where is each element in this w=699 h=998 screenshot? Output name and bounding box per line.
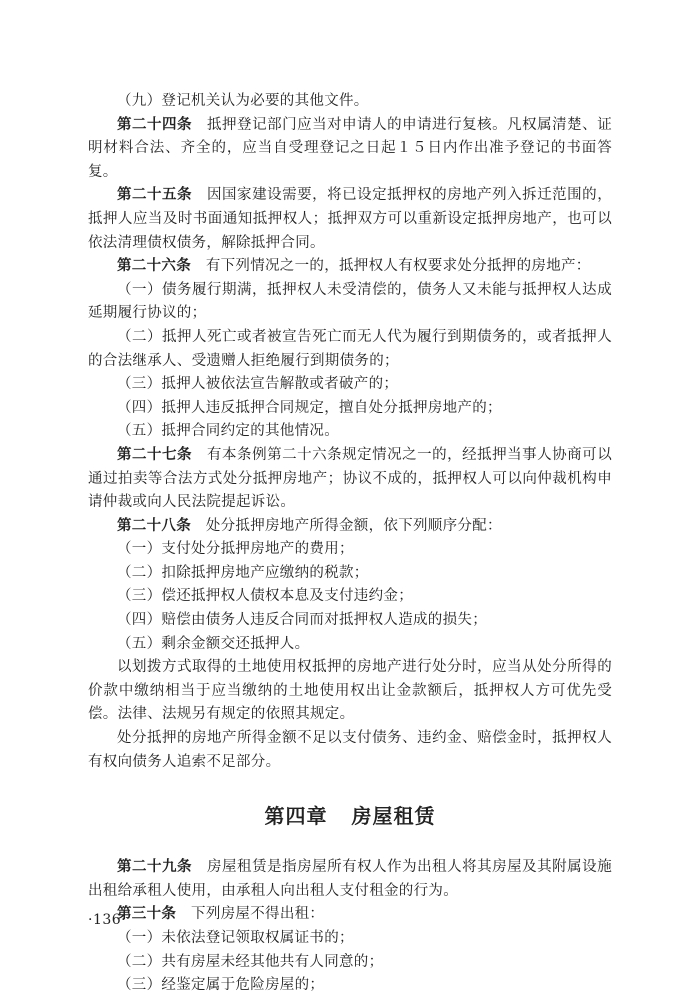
paragraph-text: 有下列情况之一的，抵押权人有权要求处分抵押的房地产： bbox=[205, 258, 591, 275]
paragraph-text: 以划拨方式取得的土地使用权抵押的房地产进行处分时，应当从处分所得的价款中缴纳相当于应当缴纳的土地使用权出让金款额后，抵押权人方可优先受偿。法律、法规另有规定的依照其规定。 bbox=[88, 659, 612, 723]
paragraph bbox=[88, 255, 612, 279]
chapter-heading bbox=[88, 802, 612, 830]
section-mortgage-articles bbox=[88, 90, 612, 774]
article-number: 第二十九条 bbox=[117, 859, 193, 876]
section-lease-articles bbox=[88, 856, 612, 998]
paragraph-text: （三）经鉴定属于危险房屋的； bbox=[117, 977, 325, 994]
paragraph-text: （四）赔偿由债务人违反合同而对抵押权人造成的损失； bbox=[117, 612, 487, 629]
chapter-number: 第四章 bbox=[264, 804, 328, 829]
paragraph bbox=[88, 903, 612, 927]
paragraph bbox=[88, 90, 612, 114]
paragraph bbox=[88, 279, 612, 326]
paragraph bbox=[88, 585, 612, 609]
paragraph-text: （一）未依法登记领取权属证书的； bbox=[117, 930, 354, 946]
article-number: 第二十八条 bbox=[117, 517, 191, 534]
paragraph-text: （四）抵押人违反抵押合同规定，擅自处分抵押房地产的； bbox=[117, 399, 502, 416]
paragraph bbox=[88, 609, 612, 633]
paragraph bbox=[88, 562, 612, 586]
paragraph-text: 处分抵押的房地产所得金额不足以支付债务、违约金、赔偿金时，抵押权人有权向债务人追索不足部分。 bbox=[88, 730, 612, 770]
paragraph bbox=[88, 397, 612, 421]
paragraph-text: 有本条例第二十六条规定情况之一的，经抵押当事人协商可以通过拍卖等合法方式处分抵押房地产；协议不成的，抵押权人可以向仲裁机构申请仲裁或向人民法院提起诉讼。 bbox=[88, 446, 612, 511]
paragraph bbox=[88, 656, 612, 727]
paragraph-text: 下列房屋不得出租： bbox=[191, 906, 325, 923]
paragraph bbox=[88, 114, 612, 185]
page-body bbox=[88, 90, 612, 998]
paragraph-text: （五）剩余金额交还抵押人。 bbox=[117, 635, 310, 652]
paragraph-text: （五）抵押合同约定的其他情况。 bbox=[117, 423, 339, 440]
paragraph-text: 因国家建设需要，将已设定抵押权的房地产列入拆迁范围的，抵押人应当及时书面通知抵押权人；抵押双方可以重新设定抵押房地产，也可以依法清理债权债务，解除抵押合同。 bbox=[88, 187, 612, 251]
paragraph-text: （三）抵押人被依法宣告解散或者破产的； bbox=[117, 376, 399, 393]
paragraph-text: （一）债务履行期满，抵押权人未受清偿的，债务人又未能与抵押权人达成延期履行协议的； bbox=[88, 281, 612, 322]
paragraph-text: （二）共有房屋未经其他共有人同意的； bbox=[117, 953, 384, 970]
paragraph bbox=[88, 974, 612, 998]
paragraph-text: 处分抵押房地产所得金额，依下列顺序分配： bbox=[205, 517, 502, 534]
paragraph bbox=[88, 444, 612, 515]
paragraph-text: （一）支付处分抵押房地产的费用； bbox=[117, 541, 354, 558]
article-number: 第二十四条 bbox=[117, 116, 193, 133]
paragraph bbox=[88, 951, 612, 975]
paragraph-text: （九）登记机关认为必要的其他文件。 bbox=[117, 93, 369, 109]
article-number: 第二十五条 bbox=[117, 187, 193, 204]
chapter-title: 房屋租赁 bbox=[351, 804, 436, 829]
paragraph bbox=[88, 727, 612, 774]
page-number: ·136· bbox=[88, 912, 127, 928]
paragraph-text: 抵押登记部门应当对申请人的申请进行复核。凡权属清楚、证明材料合法、齐全的，应当自受理登记之日起１５日内作出准予登记的书面答复。 bbox=[88, 116, 612, 180]
article-number: 第二十六条 bbox=[117, 258, 191, 275]
paragraph bbox=[88, 420, 612, 444]
paragraph bbox=[88, 538, 612, 562]
paragraph-text: （三）偿还抵押权人债权本息及支付违约金； bbox=[117, 588, 413, 605]
article-number: 第二十七条 bbox=[117, 446, 193, 463]
article-number: 第三十条 bbox=[117, 906, 177, 923]
paragraph bbox=[88, 633, 612, 657]
paragraph bbox=[88, 326, 612, 373]
paragraph bbox=[88, 515, 612, 539]
paragraph-text: 房屋租赁是指房屋所有权人作为出租人将其房屋及其附属设施出租给承租人使用，由承租人向出租人支付租金的行为。 bbox=[88, 859, 612, 899]
paragraph bbox=[88, 184, 612, 255]
paragraph bbox=[88, 373, 612, 397]
paragraph bbox=[88, 927, 612, 951]
paragraph-text: （二）扣除抵押房地产应缴纳的税款； bbox=[117, 564, 369, 581]
paragraph bbox=[88, 856, 612, 903]
paragraph-text: （二）抵押人死亡或者被宣告死亡而无人代为履行到期债务的，或者抵押人的合法继承人、受遗赠人拒绝履行到期债务的； bbox=[88, 328, 612, 369]
